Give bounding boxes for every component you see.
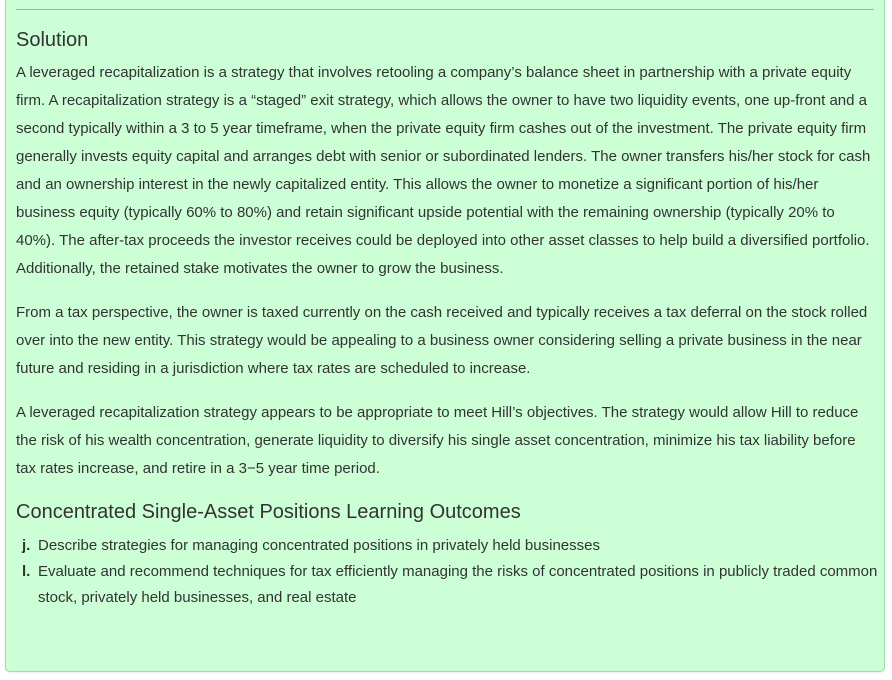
list-item-text: Evaluate and recommend techniques for tax efficiently managing the risks of concentrated positions in publicly traded common stock, privately held businesses, and real estate xyxy=(38,563,878,606)
solution-paragraph-2: From a tax perspective, the owner is taxed currently on the cash received and typically receives a tax deferral on the stock rolled over into the new entity. This strategy would be appealing to a business owner considering selling a private business in the near future and residing in a jurisdiction where tax rates are scheduled to increase. xyxy=(16,304,868,377)
list-item-text: Describe strategies for managing concentrated positions in privately held businesses xyxy=(38,537,600,554)
list-item-marker: j. xyxy=(22,537,31,554)
solution-paragraph-3: A leveraged recapitalization strategy appears to be appropriate to meet Hill’s objectives. The strategy would allow Hill to reduce the risk of his wealth concentration, generate liquidity to diversify his single asset concentration, minimize his tax liability before tax rates increase, and retire in a 3−5 year time period. xyxy=(16,404,859,477)
solution-heading: Solution xyxy=(16,29,89,51)
list-item xyxy=(16,559,878,611)
list-item-marker: l. xyxy=(22,563,31,580)
list-item xyxy=(16,533,878,559)
solution-paragraph-1: A leveraged recapitalization is a strategy that involves retooling a company’s balance sheet in partnership with a private equity firm. A recapitalization strategy is a “staged” exit strategy, which allows the owner to have two liquidity events, one up-front and a second typically within a 3 to 5 year timeframe, when the private equity firm cashes out of the investment. The private equity firm generally invests equity capital and arranges debt with senior or subordinated lenders. The owner transfers his/her stock for cash and an ownership interest in the newly capitalized entity. This allows the owner to monetize a significant portion of his/her business equity (typically 60% to 80%) and retain significant upside potential with the remaining ownership (typically 20% to 40%). The after-tax proceeds the investor receives could be deployed into other asset classes to help build a diversified portfolio. Additionally, the retained stake motivates the owner to grow the business. xyxy=(16,64,871,277)
top-divider xyxy=(16,9,874,10)
learning-outcomes-list xyxy=(16,533,878,611)
panel-content xyxy=(16,27,878,611)
solution-panel xyxy=(5,0,885,672)
learning-outcomes-heading: Concentrated Single-Asset Positions Learning Outcomes xyxy=(16,501,521,523)
